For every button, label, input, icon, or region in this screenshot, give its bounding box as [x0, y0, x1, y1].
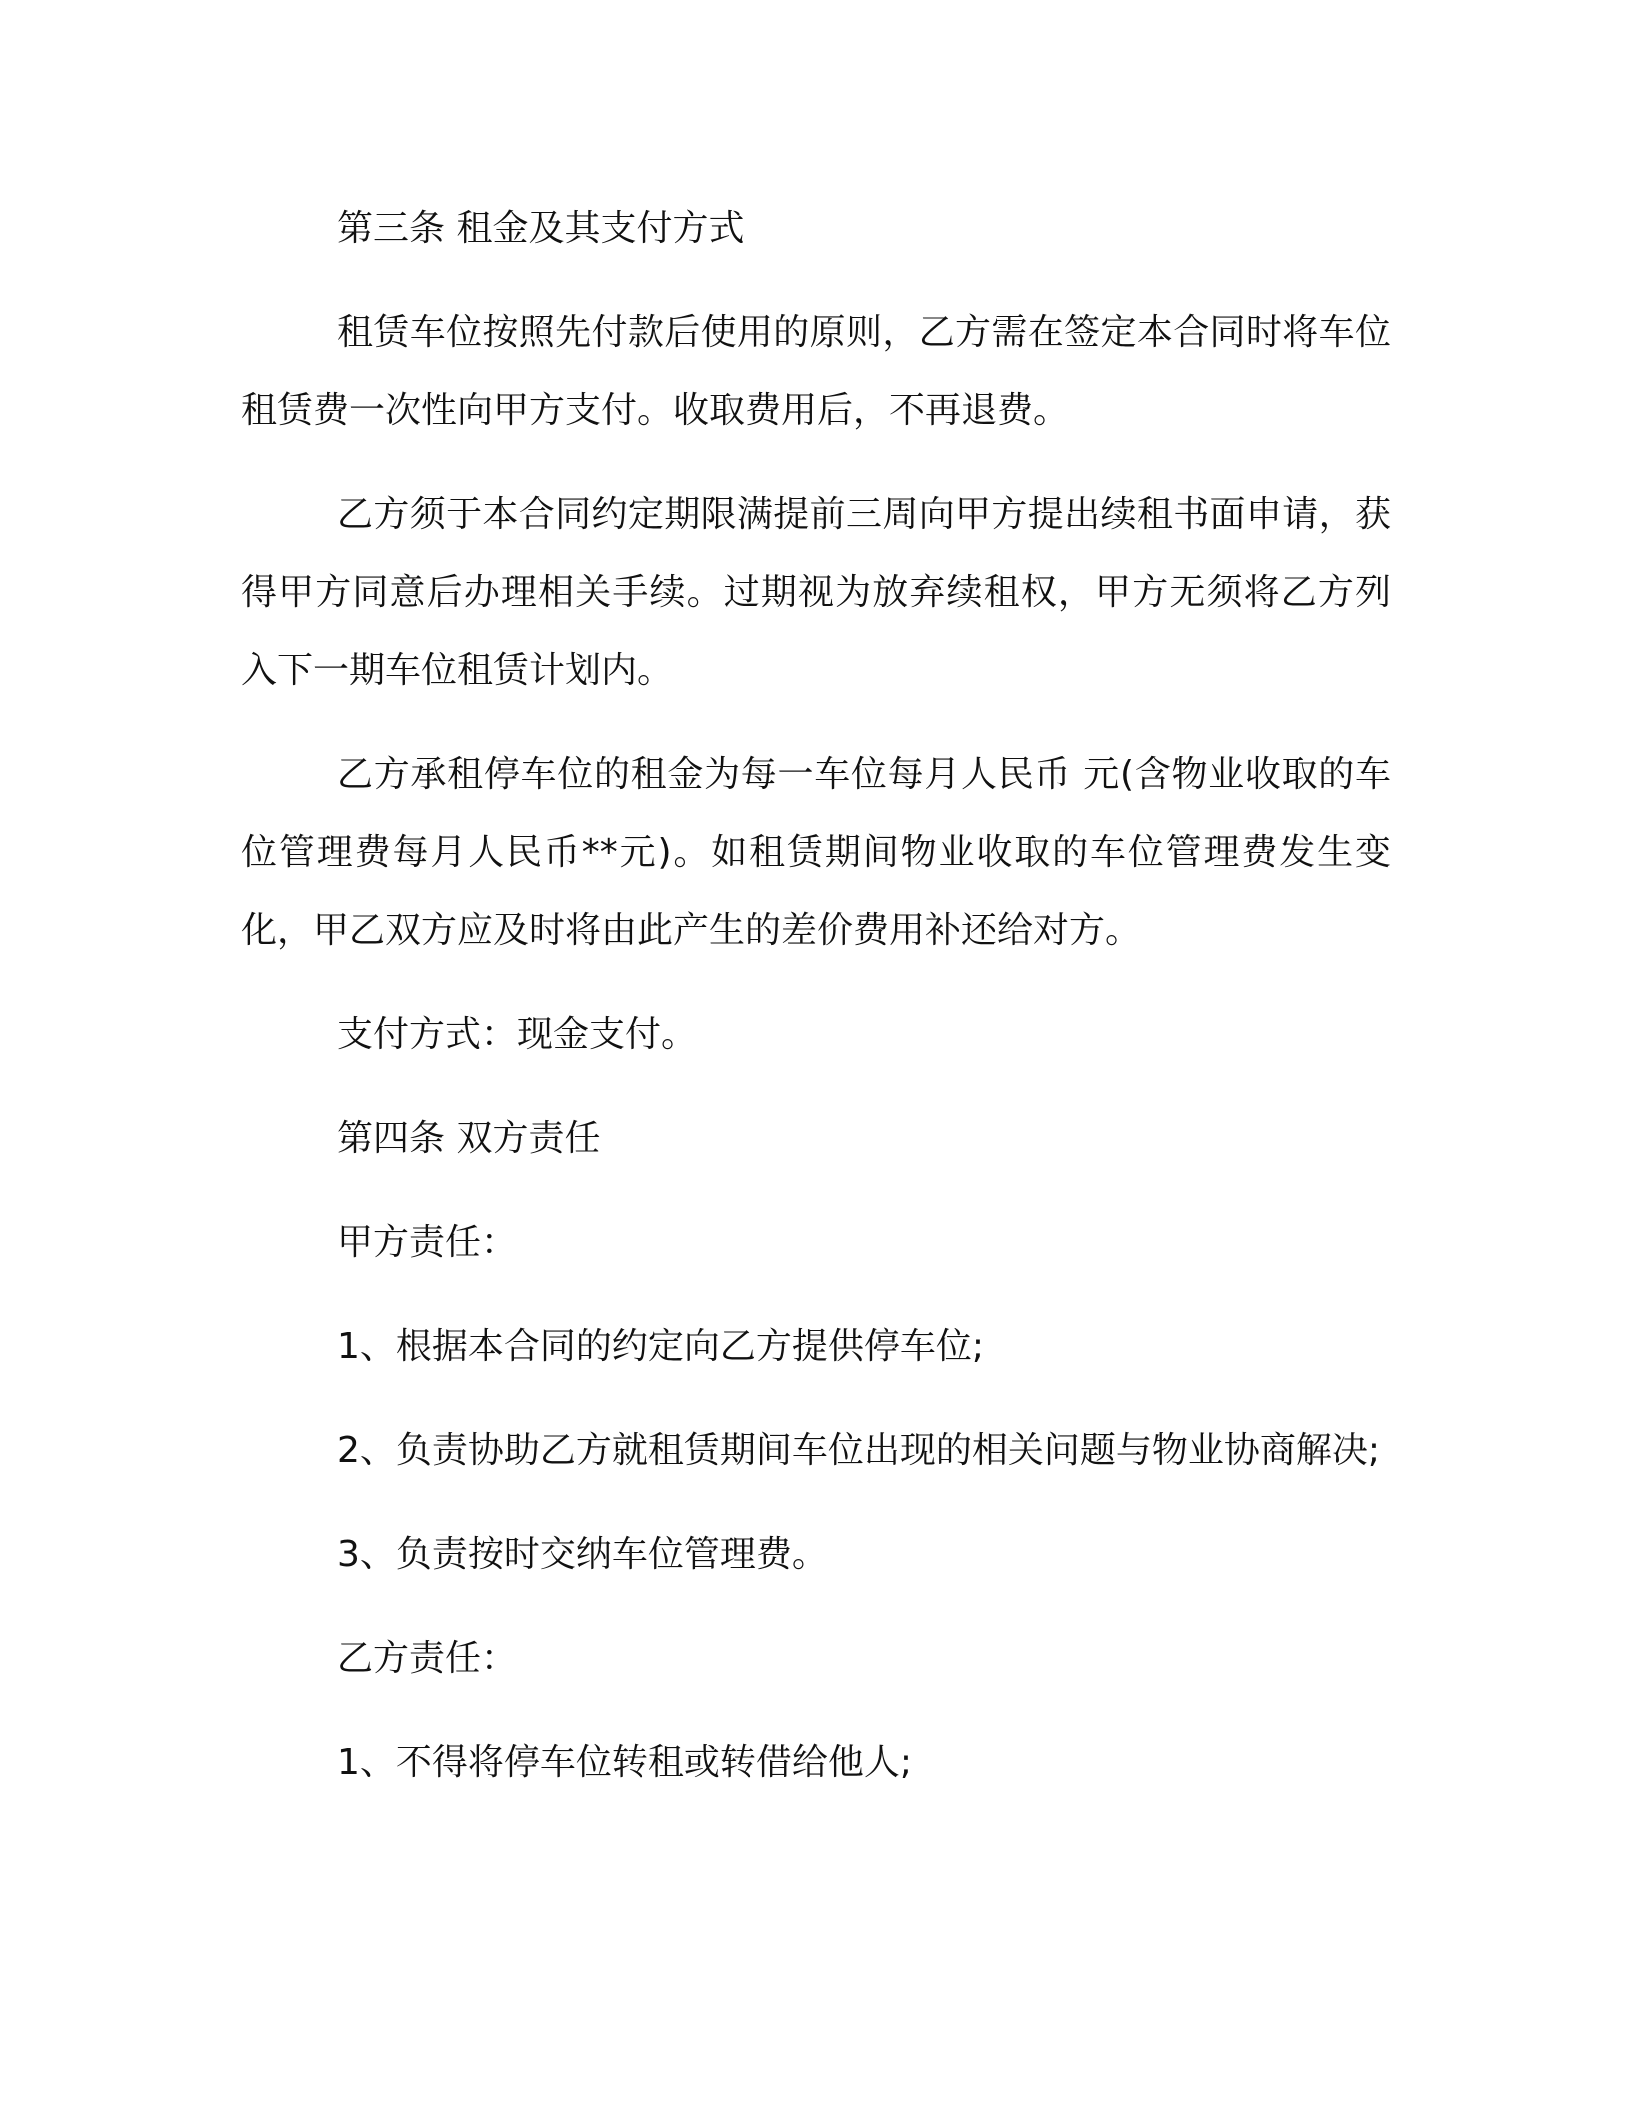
- party-b-item-1: 1、不得将停车位转租或转借给他人;: [337, 1742, 913, 1783]
- party-a-item-3: 3、负责按时交纳车位管理费。: [337, 1534, 828, 1575]
- party-b-responsibilities-heading: 乙方责任：: [337, 1638, 518, 1679]
- section-heading-article-4: 第四条 双方责任: [337, 1118, 601, 1159]
- paragraph-prepayment: 租赁车位按照先付款后使用的原则，乙方需在签定本合同时将车位租赁费一次性向甲方支付。收取费用后，不再退费。: [241, 312, 1391, 431]
- party-a-item-2: 2、负责协助乙方就租赁期间车位出现的相关问题与物业协商解决;: [337, 1430, 1381, 1471]
- paragraph-renewal: 乙方须于本合同约定期限满提前三周向甲方提出续租书面申请，获得甲方同意后办理相关手续。过期视为放弃续租权，甲方无须将乙方列入下一期车位租赁计划内。: [241, 494, 1391, 691]
- section-heading-article-3: 第三条 租金及其支付方式: [337, 208, 745, 249]
- party-a-responsibilities-heading: 甲方责任：: [337, 1222, 518, 1263]
- paragraph-payment-method: 支付方式：现金支付。: [337, 1014, 698, 1055]
- paragraph-rent-amount: 乙方承租停车位的租金为每一车位每月人民币 元(含物业收取的车位管理费每月人民币**元)。如租赁期间物业收取的车位管理费发生变化，甲乙双方应及时将由此产生的差价费用补还给对方。: [241, 754, 1391, 951]
- party-a-item-1: 1、根据本合同的约定向乙方提供停车位;: [337, 1326, 985, 1367]
- document-body: [241, 190, 1391, 1828]
